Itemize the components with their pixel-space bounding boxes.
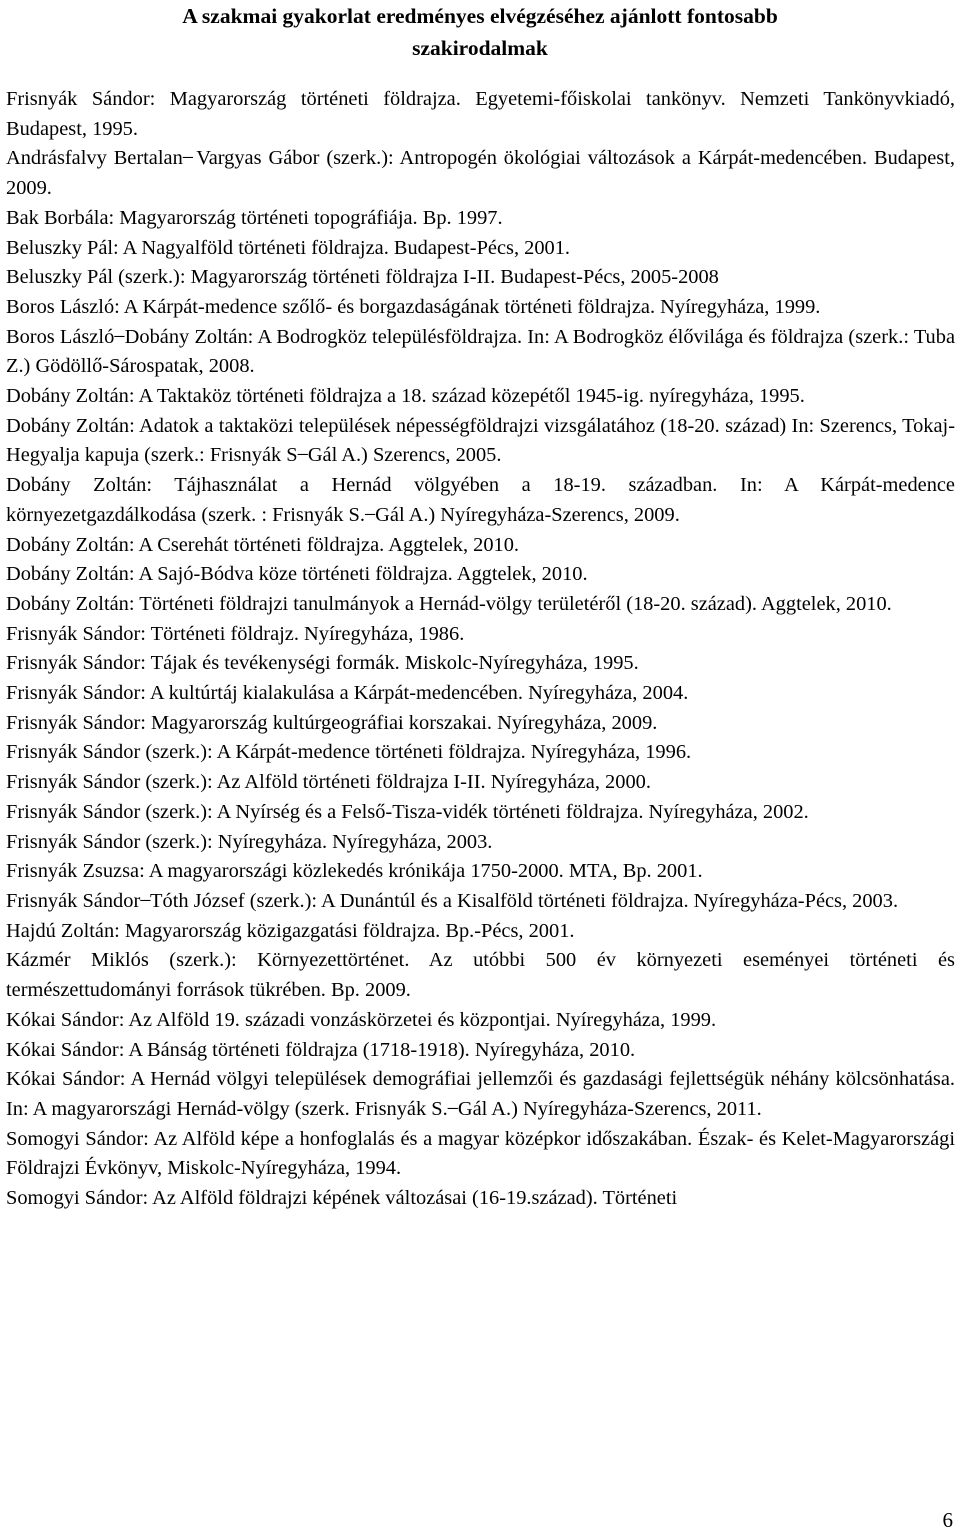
reference-list bbox=[6, 85, 955, 1214]
reference-item: Frisnyák Sándor (szerk.): Az Alföld történeti földrajza I-II. Nyíregyháza, 2000. bbox=[6, 771, 651, 794]
page-title-line-2: szakirodalmak bbox=[412, 36, 548, 60]
reference-item: Kázmér Miklós (szerk.): Környezettörténet. Az utóbbi 500 év környezeti eseményei történeti és természettudományi források tükrében. Bp. 2009. bbox=[6, 949, 955, 1002]
page-number: 6 bbox=[942, 1508, 953, 1532]
reference-item: Frisnyák Sándor: Magyarország történeti földrajza. Egyetemi-főiskolai tankönyv. Nemzeti Tankönyvkiadó, Budapest, 1995. bbox=[6, 88, 955, 140]
reference-item: Frisnyák Sándor: Magyarország kultúrgeográfiai korszakai. Nyíregyháza, 2009. bbox=[6, 711, 658, 734]
reference-item: Dobány Zoltán: Adatok a taktaközi települések népességföldrajzi vizsgálatához (18-20. század) In: Szerencs, Tokaj-Hegyalja kapuja (szerk.: Frisnyák S ̶ Gál A.) Szerencs, 2005. bbox=[6, 414, 955, 467]
reference-item: Frisnyák Sándor ̶ Tóth József (szerk.): A Dunántúl és a Kisalföld történeti földrajza. Nyíregyháza-Pécs, 2003. bbox=[6, 889, 899, 912]
reference-item: Somogyi Sándor: Az Alföld képe a honfoglalás és a magyar középkor időszakában. Észak- és Kelet-Magyarországi Földrajzi Évkönyv, Miskolc-Nyíregyháza, 1994. bbox=[6, 1127, 955, 1180]
reference-item: Dobány Zoltán: Tájhasználat a Hernád völgyében a 18-19. században. In: A Kárpát-medence környezetgazdálkodása (szerk. : Frisnyák S. ̶ Gál A.) Nyíregyháza-Szerencs, 2009. bbox=[6, 474, 955, 526]
page-title bbox=[0, 0, 960, 64]
reference-item: Frisnyák Sándor (szerk.): Nyíregyháza. Nyíregyháza, 2003. bbox=[6, 830, 493, 853]
reference-item: Kókai Sándor: A Hernád völgyi települések demográfiai jellemzői és gazdasági fejlettségük néhány kölcsönhatása. In: A magyarországi Hernád-völgy (szerk. Frisnyák S. ̶ Gál A.) Nyíregyháza-Szerencs, 2011. bbox=[6, 1068, 955, 1120]
reference-item: Dobány Zoltán: A Sajó-Bódva köze történeti földrajza. Aggtelek, 2010. bbox=[6, 563, 588, 586]
reference-item: Beluszky Pál: A Nagyalföld történeti földrajza. Budapest-Pécs, 2001. bbox=[6, 236, 571, 259]
reference-item: Dobány Zoltán: Történeti földrajzi tanulmányok a Hernád-völgy területéről (18-20. század). Aggtelek, 2010. bbox=[6, 592, 892, 615]
reference-item: Frisnyák Sándor: Tájak és tevékenységi formák. Miskolc-Nyíregyháza, 1995. bbox=[6, 652, 639, 675]
reference-item: Frisnyák Sándor (szerk.): A Nyírség és a Felső-Tisza-vidék történeti földrajza. Nyíregyháza, 2002. bbox=[6, 800, 809, 823]
reference-item: Kókai Sándor: Az Alföld 19. századi vonzáskörzetei és központjai. Nyíregyháza, 1999. bbox=[6, 1008, 717, 1031]
reference-item: Frisnyák Sándor (szerk.): A Kárpát-medence történeti földrajza. Nyíregyháza, 1996. bbox=[6, 741, 692, 764]
reference-item: Kókai Sándor: A Bánság történeti földrajza (1718-1918). Nyíregyháza, 2010. bbox=[6, 1038, 636, 1061]
reference-item: Frisnyák Zsuzsa: A magyarországi közlekedés krónikája 1750-2000. MTA, Bp. 2001. bbox=[6, 860, 703, 883]
reference-item: Andrásfalvy Bertalan ̶ Vargyas Gábor (szerk.): Antropogén ökológiai változások a Kárpát-medencében. Budapest, 2009. bbox=[6, 147, 955, 200]
reference-item: Somogyi Sándor: Az Alföld földrajzi képének változásai (16-19.század). Történeti bbox=[6, 1187, 678, 1210]
reference-item: Frisnyák Sándor: Történeti földrajz. Nyíregyháza, 1986. bbox=[6, 622, 465, 645]
reference-item: Frisnyák Sándor: A kultúrtáj kialakulása a Kárpát-medencében. Nyíregyháza, 2004. bbox=[6, 682, 689, 705]
reference-item: Dobány Zoltán: A Cserehát történeti földrajza. Aggtelek, 2010. bbox=[6, 533, 520, 556]
reference-item: Boros László ̶ Dobány Zoltán: A Bodrogköz településföldrajza. In: A Bodrogköz élővilága és földrajza (szerk.: Tuba Z.) Gödöllő-Sárospatak, 2008. bbox=[6, 325, 955, 378]
reference-item: Dobány Zoltán: A Taktaköz történeti földrajza a 18. század közepétől 1945-ig. nyíregyháza, 1995. bbox=[6, 385, 805, 408]
reference-item: Hajdú Zoltán: Magyarország közigazgatási földrajza. Bp.-Pécs, 2001. bbox=[6, 919, 575, 942]
reference-item: Boros László: A Kárpát-medence szőlő- és borgazdaságának történeti földrajza. Nyíregyháza, 1999. bbox=[6, 295, 821, 318]
reference-item: Bak Borbála: Magyarország történeti topográfiája. Bp. 1997. bbox=[6, 206, 503, 229]
page-title-line-1: A szakmai gyakorlat eredményes elvégzéséhez ajánlott fontosabb bbox=[182, 4, 778, 28]
reference-item: Beluszky Pál (szerk.): Magyarország történeti földrajza I-II. Budapest-Pécs, 2005-2008 bbox=[6, 266, 719, 289]
